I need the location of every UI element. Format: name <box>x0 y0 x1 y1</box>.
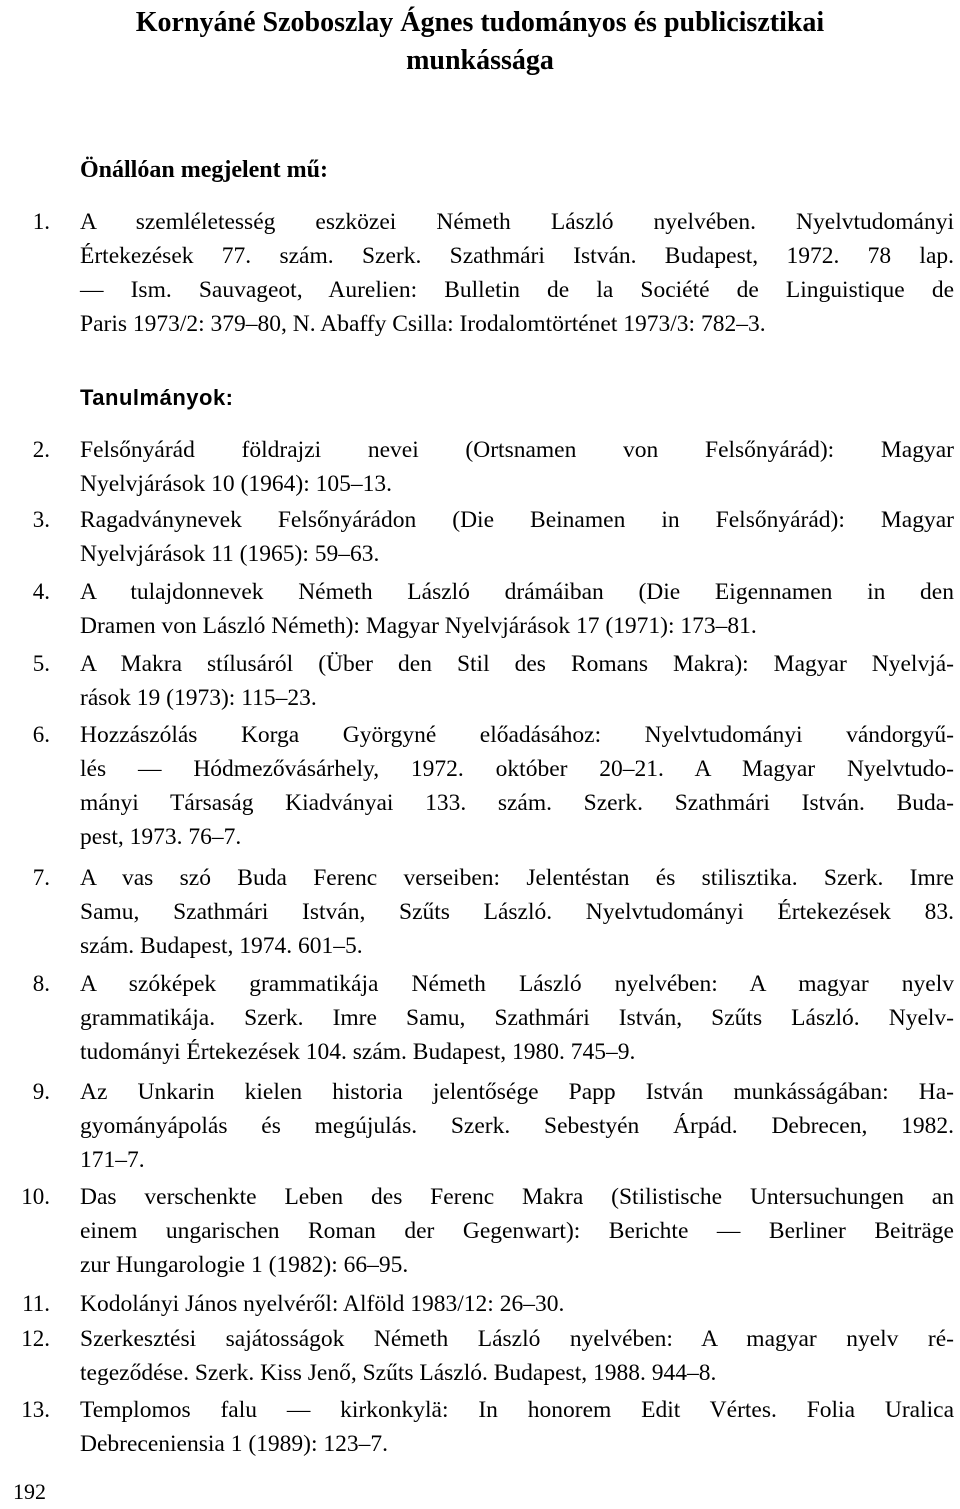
entry-number: 4. <box>32 579 50 604</box>
entry-line: pest, 1973. 76–7. <box>80 824 242 850</box>
entry-number: 6. <box>32 722 50 747</box>
entry-text <box>80 718 954 854</box>
entry-line: tegeződése. Szerk. Kiss Jenő, Szűts László. Budapest, 1988. 944–8. <box>80 1360 717 1386</box>
entry-text <box>80 1075 954 1177</box>
entry-number: 1. <box>32 209 50 234</box>
entry-number: 12. <box>21 1326 50 1351</box>
entry-line: Dramen von László Németh): Magyar Nyelvjárások 17 (1971): 173–81. <box>80 613 757 639</box>
entry-text <box>80 647 954 715</box>
entry-text <box>80 503 954 571</box>
entry-line: szám. Budapest, 1974. 601–5. <box>80 933 363 959</box>
entry-number: 9. <box>32 1079 50 1104</box>
entry-number: 10. <box>21 1184 50 1209</box>
entry-text <box>80 1322 954 1390</box>
entry-line: Az Unkarin kielen historia jelentősége Papp István munkásságában: Ha- <box>80 1079 954 1105</box>
entry-line: Das verschenkte Leben des Ferenc Makra (Stilistische Untersuchungen an <box>80 1184 954 1210</box>
entry-line: Kodolányi János nyelvéről: Alföld 1983/12: 26–30. <box>80 1291 565 1317</box>
entry-text <box>80 205 954 341</box>
entry-text <box>80 861 954 963</box>
entry-number: 8. <box>32 971 50 996</box>
entry-line: gyományápolás és megújulás. Szerk. Sebestyén Árpád. Debrecen, 1982. <box>80 1113 954 1139</box>
section-heading-monograph: Önállóan megjelent mű: <box>80 157 328 183</box>
entry-line: Hozzászólás Korga Györgyné előadásához: Nyelvtudományi vándorgyű- <box>80 722 954 748</box>
entry-line: — Ism. Sauvageot, Aurelien: Bulletin de la Société de Linguistique de <box>80 277 954 303</box>
section-heading-studies: Tanulmányok: <box>80 385 234 410</box>
entry-line: A tulajdonnevek Németh László drámáiban (Die Eigennamen in den <box>80 579 954 605</box>
entry-line: Samu, Szathmári István, Szűts László. Nyelvtudományi Értekezések 83. <box>80 899 954 925</box>
page-number: 192 <box>13 1479 46 1504</box>
entry-line: Szerkesztési sajátosságok Németh László nyelvében: A magyar nyelv ré- <box>80 1326 954 1352</box>
entry-line: lés — Hódmezővásárhely, 1972. október 20–21. A Magyar Nyelvtudo- <box>80 756 954 782</box>
entry-line: Nyelvjárások 11 (1965): 59–63. <box>80 541 380 567</box>
entry-line: rások 19 (1973): 115–23. <box>80 685 317 711</box>
entry-line: A szemléletesség eszközei Németh László nyelvében. Nyelvtudományi <box>80 209 954 235</box>
entry-number: 11. <box>22 1291 50 1316</box>
entry-line: grammatikája. Szerk. Imre Samu, Szathmári István, Szűts László. Nyelv- <box>80 1005 954 1031</box>
entry-number: 7. <box>32 865 50 890</box>
entry-line: zur Hungarologie 1 (1982): 66–95. <box>80 1252 409 1278</box>
entry-line: A Makra stílusáról (Über den Stil des Romans Makra): Magyar Nyelvjá- <box>80 651 954 677</box>
entry-text <box>80 1180 954 1282</box>
entry-line: mányi Társaság Kiadványai 133. szám. Szerk. Szathmári István. Buda- <box>80 790 954 816</box>
entry-line: einem ungarischen Roman der Gegenwart): Berichte — Berliner Beiträge <box>80 1218 954 1244</box>
entry-text <box>80 433 954 501</box>
entry-text <box>80 575 954 643</box>
entry-line: 171–7. <box>80 1147 145 1173</box>
entry-number: 13. <box>21 1397 50 1422</box>
document-title <box>0 4 960 80</box>
entry-line: Ragadványnevek Felsőnyárádon (Die Beinamen in Felsőnyárád): Magyar <box>80 507 954 533</box>
entry-line: tudományi Értekezések 104. szám. Budapest, 1980. 745–9. <box>80 1039 636 1065</box>
entry-line: Értekezések 77. szám. Szerk. Szathmári István. Budapest, 1972. 78 lap. <box>80 243 954 269</box>
entry-line: Nyelvjárások 10 (1964): 105–13. <box>80 471 392 497</box>
entry-number: 5. <box>32 651 50 676</box>
entry-text <box>80 967 954 1069</box>
entry-number: 3. <box>32 507 50 532</box>
entry-text <box>80 1393 954 1461</box>
entry-line: Paris 1973/2: 379–80, N. Abaffy Csilla: Irodalomtörténet 1973/3: 782–3. <box>80 311 766 337</box>
entry-line: A szóképek grammatikája Németh László nyelvében: A magyar nyelv <box>80 971 954 997</box>
entry-line: Felsőnyárád földrajzi nevei (Ortsnamen von Felsőnyárád): Magyar <box>80 437 954 463</box>
title-line-1: Kornyáné Szoboszlay Ágnes tudományos és publicisztikai <box>135 7 825 38</box>
entry-line: Templomos falu — kirkonkylä: In honorem Edit Vértes. Folia Uralica <box>80 1397 954 1423</box>
entry-number: 2. <box>32 437 50 462</box>
entry-line: Debreceniensia 1 (1989): 123–7. <box>80 1431 389 1457</box>
entry-text <box>80 1287 954 1321</box>
title-line-2: munkássága <box>406 45 554 76</box>
entry-line: A vas szó Buda Ferenc verseiben: Jelentéstan és stilisztika. Szerk. Imre <box>80 865 954 891</box>
